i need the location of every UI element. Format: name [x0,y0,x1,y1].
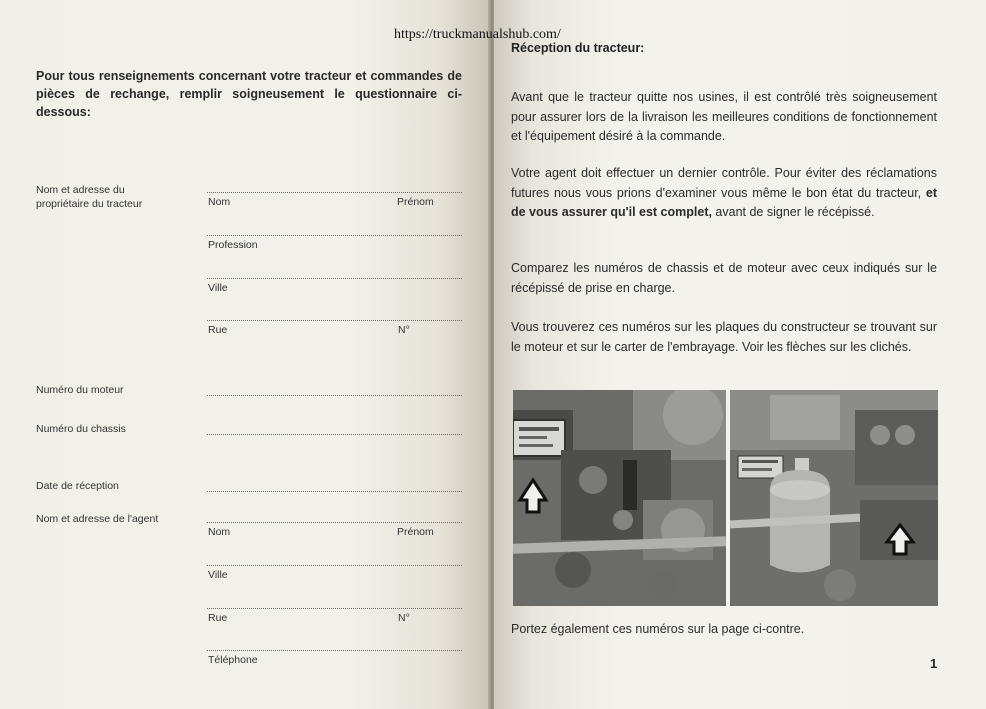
owner-profession-line [207,235,462,236]
agent-rue-label: Rue [208,612,228,624]
engine-number-line [207,395,462,396]
paragraph-agent-check-b: avant de signer le récépissé. [711,205,875,219]
reception-date-label: Date de réception [36,480,119,492]
agent-section-label: Nom et adresse de l'agent [36,513,159,525]
paragraph-write-numbers: Portez également ces numéros sur la page ci-contre. [511,622,805,636]
source-url: https://truckmanualshub.com/ [394,27,561,42]
owner-ville-label: Ville [208,282,228,294]
owner-name-line [207,192,462,193]
agent-ville-label: Ville [208,569,228,581]
section-title: Réception du tracteur: [511,41,645,55]
engine-plate-photo [513,390,726,606]
paragraph-agent-check [511,164,937,223]
agent-nom-label: Nom [208,526,231,538]
owner-rue-line [207,320,462,321]
agent-no-label: N° [398,612,410,624]
left-page [0,0,490,709]
engine-number-label: Numéro du moteur [36,384,124,396]
paragraph-agent-check-bold: et de vous assurer qu'il est complet, [511,185,937,219]
owner-rue-label: Rue [208,324,228,336]
page-number: 1 [930,656,938,671]
chassis-number-label: Numéro du chassis [36,423,126,435]
reception-date-line [207,491,462,492]
paragraph-agent-check-a: Votre agent doit effectuer un dernier contrôle. Pour éviter des réclamations futures nous vous prions d'examiner vous même le bon état du tracteur, [511,166,937,200]
paragraph-compare-numbers: Comparez les numéros de chassis et de moteur avec ceux indiqués sur le récépissé de prise en charge. [511,261,937,295]
owner-prenom-label: Prénom [397,196,434,208]
owner-nom-label: Nom [208,196,231,208]
owner-ville-line [207,278,462,279]
right-page [494,0,986,709]
questionnaire-intro: Pour tous renseignements concernant votre tracteur et commandes de pièces de rechange, remplir soigneusement le questionnaire ci-dessous: [36,69,462,119]
agent-ville-line [207,565,462,566]
clutch-plate-photo [730,390,938,606]
agent-prenom-label: Prénom [397,526,434,538]
owner-profession-label: Profession [208,239,258,251]
owner-no-label: N° [398,324,410,336]
agent-name-line [207,522,462,523]
paragraph-factory-check: Avant que le tracteur quitte nos usines, il est contrôlé très soigneusement pour assurer lors de la livraison les meilleures conditions de fonctionnement et l'équipement désiré à la commande. [511,90,937,143]
agent-telephone-label: Téléphone [208,654,258,666]
agent-rue-line [207,608,462,609]
paragraph-plate-location: Vous trouverez ces numéros sur les plaques du constructeur se trouvant sur le moteur et sur le carter de l'embrayage. Voir les flèches sur les clichés. [511,320,937,354]
agent-telephone-line [207,650,462,651]
owner-section-label: Nom et adresse du propriétaire du tracteur [36,184,143,210]
chassis-number-line [207,434,462,435]
